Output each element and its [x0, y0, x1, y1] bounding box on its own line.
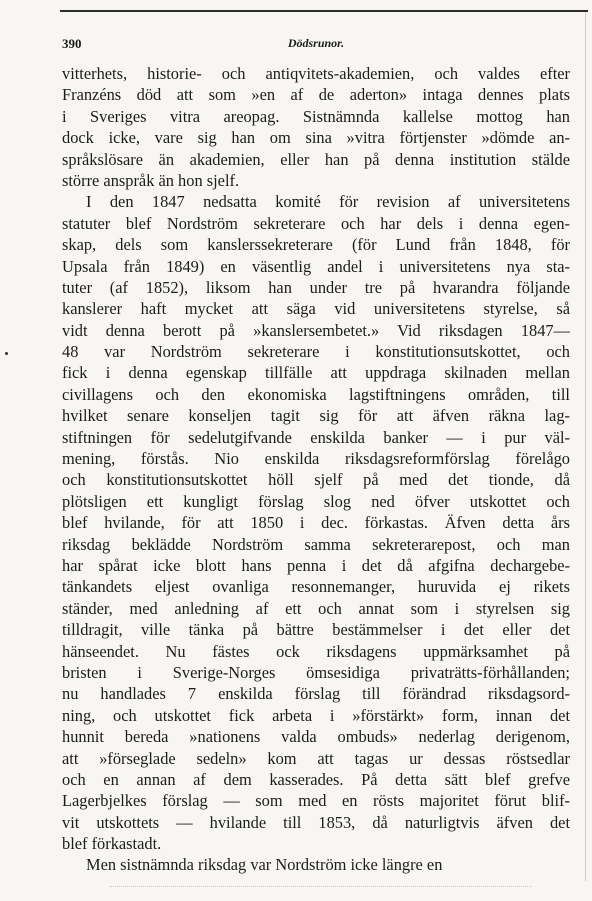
text-line: bristen i Sverige-Norges ömsesidiga privaträtts-förhållanden;: [62, 662, 570, 682]
text-line: vitterhets, historie- och antiqvitets-akademien, och valdes efter: [62, 64, 570, 83]
text-line: blef förkastadt.: [62, 834, 162, 854]
page-header: [62, 36, 570, 56]
text-line: tilldragit, ville tänka på bättre bestämmelser i det eller det: [62, 620, 570, 640]
text-line: I den 1847 nedsatta komité för revision af universitetens: [86, 192, 570, 212]
text-line: Franzéns död att som »en af de aderton» intaga dennes plats: [62, 85, 570, 105]
text-line: Men sistnämnda riksdag var Nordström icke längre en: [86, 855, 443, 875]
bottom-scan-noise: [110, 886, 532, 887]
text-line: tuter (af 1852), liksom han under tre på hvarandra följande: [62, 277, 570, 297]
text-line: och en annan af dem kasserades. På detta sätt blef grefve: [62, 769, 570, 789]
page-number: 390: [62, 36, 82, 51]
text-line: mening, förstås. Nio enskilda riksdagsreformförslag förelågo: [62, 449, 570, 469]
page-edge-line: [585, 12, 586, 881]
running-head: Dödsrunor.: [287, 36, 345, 50]
text-line: i Sveriges vitra areopag. Sistnämnda kallelse mottog han: [62, 106, 570, 126]
body-text: [62, 63, 570, 876]
text-line: stiftningen för sedelutgifvande enskilda banker — i pur väl-: [62, 427, 570, 447]
text-line: 48 var Nordström sekreterare i konstitutionsutskottet, och: [62, 342, 570, 362]
text-line: vidt denna berott på »kanslersembetet.» Vid riksdagen 1847—: [62, 320, 570, 340]
text-line: och konstitutionsutskottet höll sjelf på med det tionde, då: [62, 470, 570, 490]
text-line: riksdag beklädde Nordström samma sekreterarepost, och man: [62, 534, 570, 554]
text-line: plötsligen ett kungligt förslag slog ned öfver utskottet och: [62, 491, 570, 511]
text-line: ständer, med anledning af ett och annat som i styrelsen sig: [62, 598, 570, 618]
text-line: hänseendet. Nu fästes ock riksdagens uppmärksamhet på: [62, 641, 570, 661]
text-line: hunnit bereda »nationens valda ombuds» nederlag derigenom,: [62, 727, 570, 747]
text-line: har spårat icke blott hans penna i det då afgifna dechargebe-: [62, 555, 570, 575]
text-line: Lagerbjelkes förslag — som med en rösts majoritet förut blif-: [62, 791, 570, 811]
text-line: blef hvilande, för att 1850 i dec. förkastas. Äfven detta års: [62, 513, 570, 533]
text-line: hvilket senare konseljen tagit sig för att äfven räkna lag-: [62, 406, 570, 426]
text-line: kanslerer haft mycket att säga vid universitetens styrelse, så: [62, 299, 570, 319]
top-rule: [60, 10, 588, 12]
text-line: nu handlades 7 enskilda förslag till förändrad riksdagsord-: [62, 684, 570, 704]
text-line: skap, dels som kanslerssekreterare (för Lund från 1848, för: [62, 235, 570, 255]
text-line: vit utskottets — hvilande till 1853, då naturligtvis äfven det: [62, 812, 570, 832]
margin-mark: [5, 352, 8, 355]
text-line: större anspråk än hon sjelf.: [62, 170, 240, 190]
text-line: statuter blef Nordström sekreterare och har dels i denna egen-: [62, 213, 570, 233]
text-line: tänkandets eljest ovanliga resonnemanger, huruvida ej rikets: [62, 577, 570, 597]
text-line: ning, och utskottet fick arbeta i »förstärkt» form, innan det: [62, 705, 570, 725]
text-line: civillagens och den ekonomiska lagstiftningens områden, till: [62, 384, 570, 404]
text-line: fick i denna egenskap tillfälle att uppdraga skilnaden mellan: [62, 363, 570, 383]
text-line: att »förseglade sedeln» kom att tagas ur dessas röstsedlar: [62, 748, 570, 768]
text-line: språkslösare än akademien, eller han på denna institution stälde: [62, 149, 570, 169]
text-line: Upsala från 1849) en väsentlig andel i universitetens nya sta-: [62, 256, 570, 276]
text-line: dock icke, vare sig han om sina »vitra förtjenster »dömde an-: [62, 128, 570, 148]
